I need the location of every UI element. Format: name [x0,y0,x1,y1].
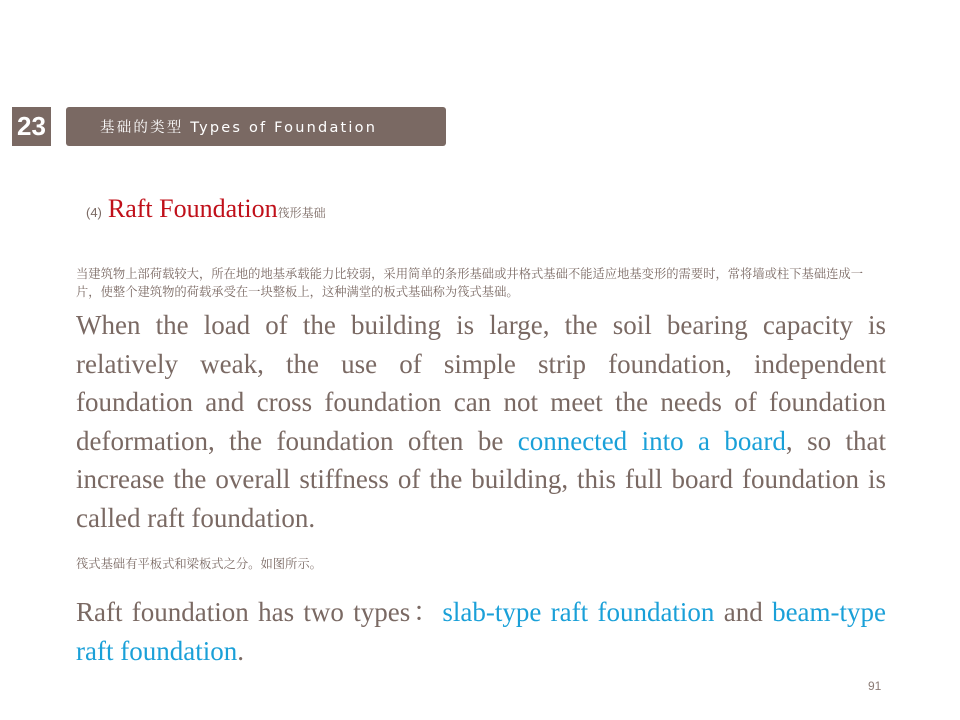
paragraph-2-zh: 筏式基础有平板式和梁板式之分。如图所示。 [76,557,322,571]
paragraph-2-en-period: . [237,635,244,666]
paragraph-1-en-text: When the load of the building is large, the soil bearing capacity is relatively weak, the use of simple strip foundation, independent foundation and cross foundation can not meet the needs of foundation deformation, the foundation often be [76,310,886,456]
subsection-heading [86,194,326,224]
paragraph-2-en-text: Raft foundation has two types： [76,597,443,627]
paragraph-1-en [76,306,886,537]
paragraph-1-zh: 当建筑物上部荷载较大，所在地的地基承载能力比较弱，采用简单的条形基础或井格式基础不能适应地基变形的需要时，常将墙或柱下基础连成一片，使整个建筑物的荷载承受在一块整板上，这种满堂的板式基础称为筏式基础。 [76,267,864,299]
heading-title-en: Raft Foundation [107,194,278,223]
heading-title-zh: 筏形基础 [277,206,326,220]
paragraph-2-en-highlight-beam: beam-type raft foundation [76,597,887,666]
slide-number-badge: 23 [12,107,51,146]
paragraph-2-en [76,593,886,670]
paragraph-2-en-and: and [714,597,773,627]
paragraph-2-en-highlight-slab: slab-type raft foundation [442,597,715,627]
heading-number: (4) [86,205,102,220]
section-title-bar [66,107,446,146]
section-title: 基础的类型 Types of Foundation [100,120,378,136]
paragraph-1-en-text-end: , so that increase the overall stiffness of the building, this full board foundation is called raft foundation. [76,425,886,533]
page-number: 91 [868,679,882,693]
paragraph-1-en-highlight: connected into a board [517,425,786,456]
